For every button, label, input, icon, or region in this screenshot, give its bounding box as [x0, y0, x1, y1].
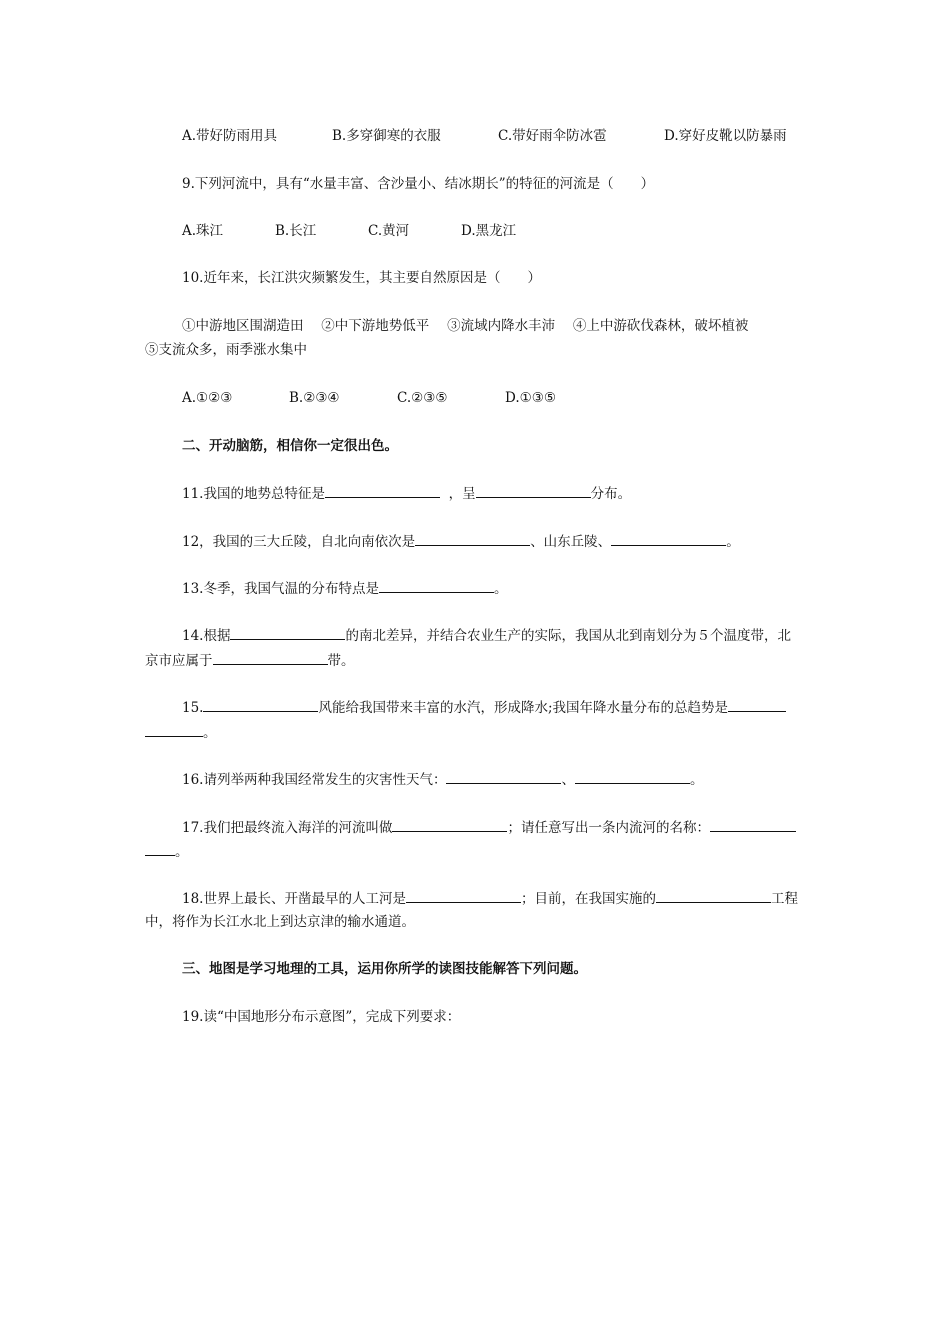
- q17-text-a: 17.我们把最终流入海洋的河流叫做: [182, 820, 393, 836]
- q15-line1: [182, 697, 786, 718]
- q8-option-c: C.带好雨伞防冰雹: [498, 128, 607, 144]
- q15-blank-1[interactable]: [203, 697, 318, 712]
- section-3-title: 三、地图是学习地理的工具，运用你所学的读图技能解答下列问题。: [182, 961, 587, 977]
- q11-blank-1[interactable]: [325, 483, 440, 498]
- q16-blank-2[interactable]: [575, 769, 690, 784]
- q11-text-c: 分布。: [590, 486, 632, 502]
- q16-text-c: 。: [689, 772, 704, 788]
- q19-stem: 19.读“中国地形分布示意图”，完成下列要求：: [182, 1009, 461, 1025]
- q13-text-a: 13.冬季，我国气温的分布特点是: [182, 581, 379, 597]
- q14-blank-1[interactable]: [230, 625, 345, 640]
- q13-text-b: 。: [493, 581, 508, 597]
- q18-text-c: 工程: [770, 891, 798, 907]
- q10-option-b: B.②③④: [289, 390, 340, 406]
- q18-text-a: 18.世界上最长、开凿最早的人工河是: [182, 891, 406, 907]
- q16-blank-1[interactable]: [446, 769, 561, 784]
- q18-line2: 中，将作为长江水北上到达京津的输水通道。: [145, 914, 415, 930]
- q14-text-d: 带。: [327, 653, 355, 669]
- q10-options: [182, 388, 556, 408]
- q9-stem: 9.下列河流中，具有“水量丰富、含沙量小、结冰期长”的特征的河流是（ ）: [182, 176, 655, 192]
- q15-blank-2b[interactable]: [145, 722, 203, 737]
- q15-blank-2a[interactable]: [728, 697, 786, 712]
- q16-text-a: 16.请列举两种我国经常发生的灾害性天气：: [182, 772, 447, 788]
- q17-line1: [182, 817, 796, 838]
- q14-blank-2[interactable]: [213, 650, 328, 665]
- q9-option-d: D.黑龙江: [461, 223, 517, 239]
- q16-text-b: 、: [561, 772, 575, 788]
- section-2-title: 二、开动脑筋，相信你一定很出色。: [182, 438, 398, 454]
- q15-text-c: 。: [203, 725, 217, 741]
- q17-blank-1[interactable]: [392, 817, 507, 832]
- q13: [182, 578, 507, 599]
- q12-text-c: 。: [726, 534, 740, 550]
- q10-items-line2: ⑤支流众多，雨季涨水集中: [145, 342, 307, 358]
- q12: [182, 531, 740, 552]
- q14-text-b: 的南北差异，并结合农业生产的实际，我国从北到南划分为５个温度带，北: [345, 628, 791, 644]
- q13-blank-1[interactable]: [379, 578, 494, 593]
- q12-text-a: 12，我国的三大丘陵，自北向南依次是: [182, 534, 416, 550]
- q10-option-a: A.①②③: [182, 390, 233, 406]
- q9-option-b: B.长江: [275, 223, 317, 239]
- q10-items-line1: ①中游地区围湖造田 ②中下游地势低平 ③流域内降水丰沛 ④上中游砍伐森林，破坏植被: [182, 318, 749, 334]
- q15-text-b: 风能给我国带来丰富的水汽，形成降水;我国年降水量分布的总趋势是: [318, 700, 729, 716]
- q17-text-c: 。: [175, 844, 189, 860]
- q17-text-b: ；请任意写出一条内流河的名称：: [507, 820, 710, 836]
- q18-blank-1[interactable]: [406, 888, 521, 903]
- q18-text-b: ；目前，在我国实施的: [520, 891, 656, 907]
- q8-options: [182, 126, 787, 146]
- q15-line2: [145, 722, 217, 743]
- q11-text-b: ，呈: [448, 486, 476, 502]
- q18-line1: [182, 888, 798, 909]
- q18-blank-2[interactable]: [656, 888, 771, 903]
- q11: [182, 483, 631, 504]
- q17-blank-2b[interactable]: [145, 841, 175, 856]
- q14-line2: [145, 650, 355, 671]
- q9-options: [182, 221, 516, 241]
- q10-option-c: C.②③⑤: [397, 390, 448, 406]
- q17-line2: [145, 841, 189, 862]
- q14-text-a: 14.根据: [182, 628, 231, 644]
- q9-option-a: A.珠江: [182, 223, 224, 239]
- q14-text-c: 京市应属于: [145, 653, 213, 669]
- q9-option-c: C.黄河: [368, 223, 410, 239]
- q14-line1: [182, 625, 791, 646]
- q16: [182, 769, 703, 790]
- q8-option-b: B.多穿御寒的衣服: [332, 128, 441, 144]
- q11-text-a: 11.我国的地势总特征是: [182, 486, 325, 502]
- q17-blank-2a[interactable]: [710, 817, 796, 832]
- q8-option-d: D.穿好皮靴以防暴雨: [664, 128, 787, 144]
- q15-text-a: 15.: [182, 700, 204, 716]
- q8-option-a: A.带好防雨用具: [182, 128, 278, 144]
- q12-blank-2[interactable]: [611, 531, 726, 546]
- q12-blank-1[interactable]: [415, 531, 530, 546]
- q10-stem: 10.近年来，长江洪灾频繁发生，其主要自然原因是（ ）: [182, 270, 541, 286]
- q10-option-d: D.①③⑤: [505, 390, 556, 406]
- q12-text-b: 、山东丘陵、: [530, 534, 612, 550]
- q11-blank-2[interactable]: [476, 483, 591, 498]
